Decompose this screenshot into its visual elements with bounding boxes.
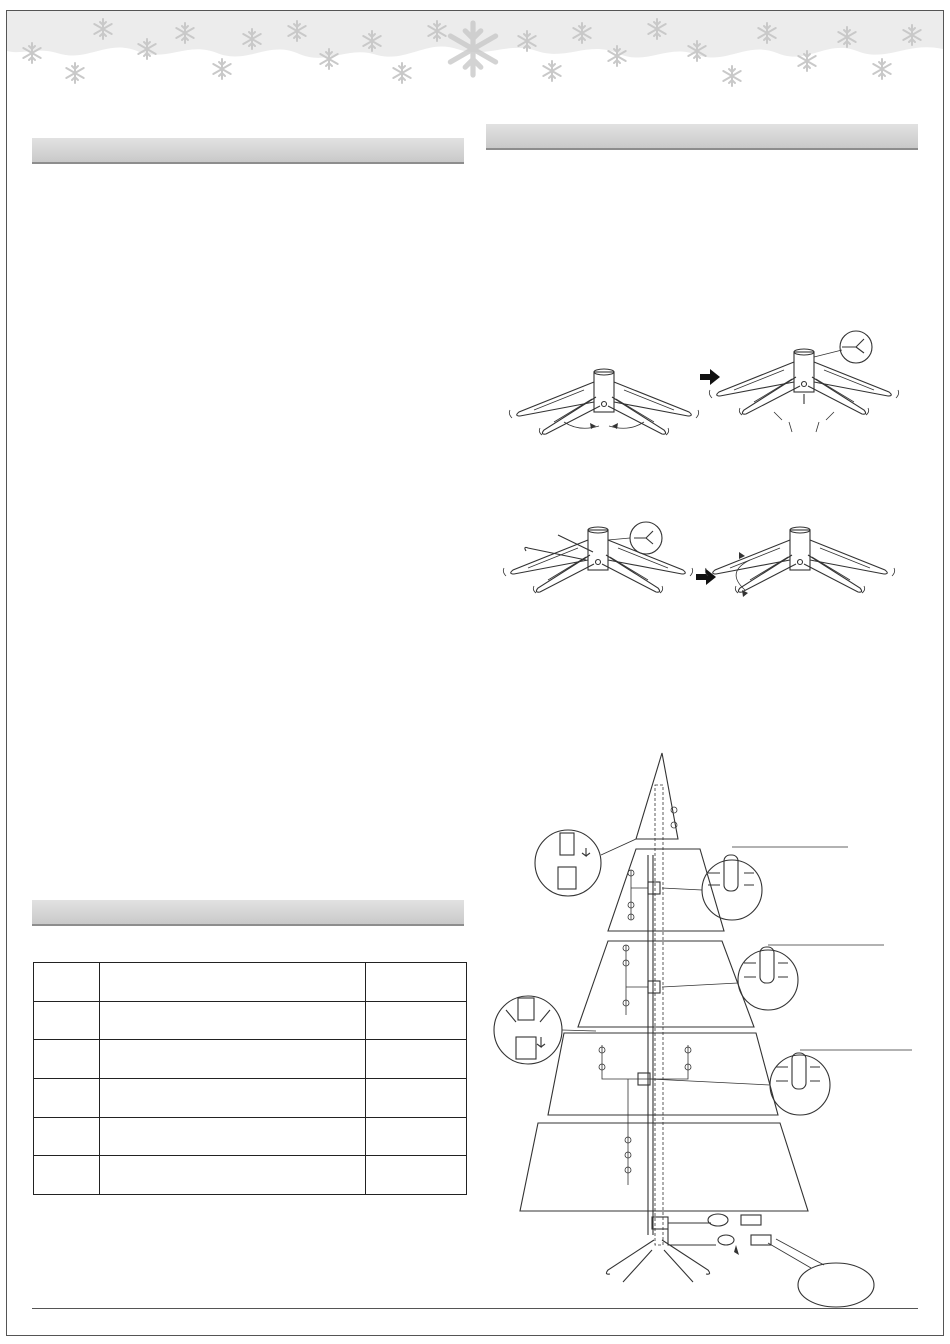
table-cell: [366, 1156, 467, 1195]
table-row: [34, 1156, 467, 1195]
section-bar-left-bottom: [32, 900, 464, 926]
table-cell: [100, 1117, 366, 1156]
section-bar-left-top: [32, 138, 464, 164]
stand-figure-2: [709, 331, 898, 432]
connector-detail: [662, 945, 884, 1010]
callout-bubble: [768, 1239, 874, 1307]
tree-section-2: [608, 849, 724, 931]
table-cell: [100, 963, 366, 1002]
pole-insert-detail: [494, 996, 596, 1064]
table-row: [34, 1001, 467, 1040]
footer-rule: [32, 1308, 918, 1309]
stand-figure-3: [503, 522, 692, 593]
stand-figure-4: [705, 527, 894, 597]
table-cell: [366, 963, 467, 1002]
table-row: [34, 1117, 467, 1156]
parts-table: [33, 962, 467, 1195]
table-cell: [34, 1078, 100, 1117]
table-cell: [100, 1078, 366, 1117]
table-cell: [100, 1040, 366, 1079]
arrow-right-icon: [700, 369, 720, 385]
table-cell: [366, 1040, 467, 1079]
table-cell: [34, 963, 100, 1002]
connector-detail: [650, 1050, 912, 1115]
table-cell: [366, 1001, 467, 1040]
table-row: [34, 963, 467, 1002]
table-cell: [100, 1156, 366, 1195]
table-row: [34, 1040, 467, 1079]
connector-detail: [662, 847, 848, 920]
tree-stand: [606, 1240, 709, 1282]
table-cell: [34, 1001, 100, 1040]
table-cell: [34, 1156, 100, 1195]
table-cell: [34, 1117, 100, 1156]
table-cell: [366, 1078, 467, 1117]
tree-assembly-illustration: [486, 745, 926, 1310]
power-plug: [668, 1214, 771, 1255]
section-bar-right-top: [486, 124, 918, 150]
tree-top-section: [636, 753, 678, 839]
tree-section-3: [578, 941, 754, 1027]
snowflake-banner: [7, 11, 943, 96]
pole-insert-detail: [535, 830, 636, 896]
stand-assembly-illustration: [486, 320, 926, 620]
table-cell: [34, 1040, 100, 1079]
bulb-string: [599, 807, 691, 1185]
table-row: [34, 1078, 467, 1117]
table-cell: [366, 1117, 467, 1156]
tree-section-5: [520, 1123, 808, 1211]
stand-figure-1: [509, 369, 698, 435]
table-cell: [100, 1001, 366, 1040]
